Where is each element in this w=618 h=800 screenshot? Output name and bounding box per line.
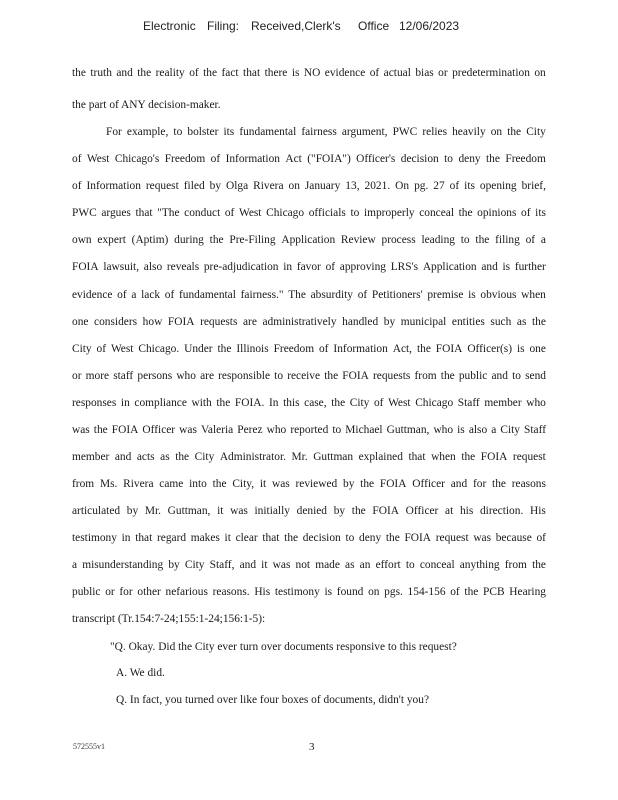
text-line: transcript (Tr.154:7-24;155:1-24;156:1-5): xyxy=(72,613,266,625)
header-received: Received,Clerk's xyxy=(251,19,341,33)
quote-line: "Q. Okay. Did the City ever turn over documents responsive to this request? xyxy=(110,641,457,653)
text-line: FOIA lawsuit, also reveals pre-adjudication in favor of approving LRS's Application and is further xyxy=(72,261,546,273)
text-line: or more staff persons who are responsible to receive the FOIA requests from the public and to send xyxy=(72,370,546,382)
text-line: from Ms. Rivera came into the City, it was reviewed by the FOIA Officer and for the reasons xyxy=(72,478,546,490)
text-line: of West Chicago's Freedom of Information Act ("FOIA") Officer's decision to deny the Freedom xyxy=(72,153,546,165)
text-line: PWC argues that "The conduct of West Chicago officials to improperly conceal the opinions of its xyxy=(72,207,546,219)
text-line: responses in compliance with the FOIA. In this case, the City of West Chicago Staff member who xyxy=(72,397,546,409)
text-line: own expert (Aptim) during the Pre-Filing Application Review process leading to the filing of a xyxy=(72,234,546,246)
header-office: Office xyxy=(358,19,390,33)
header-date: 12/06/2023 xyxy=(399,19,460,33)
text-line: was the FOIA Officer was Valeria Perez who reported to Michael Guttman, who is also a City Staff xyxy=(72,424,546,436)
quote-line: Q. In fact, you turned over like four boxes of documents, didn't you? xyxy=(116,694,430,706)
text-line: member and acts as the City Administrator. Mr. Guttman explained that when the FOIA request xyxy=(72,451,546,463)
header-filing: Filing: xyxy=(207,19,240,33)
text-line: articulated by Mr. Guttman, it was initially denied by the FOIA Officer at his direction. His xyxy=(72,505,546,517)
document-id: 572555v1 xyxy=(73,742,105,751)
text-line: of Information request filed by Olga Rivera on January 13, 2021. On pg. 27 of its opening brief, xyxy=(72,180,546,192)
text-line: a misunderstanding by City Staff, and it was not made as an effort to conceal anything from the xyxy=(72,559,546,571)
header-electronic: Electronic xyxy=(143,19,196,33)
text-line: public or for other nefarious reasons. His testimony is found on pgs. 154-156 of the PCB Hearing xyxy=(72,586,546,598)
page-number: 3 xyxy=(309,741,315,753)
text-line: City of West Chicago. Under the Illinois Freedom of Information Act, the FOIA Officer(s) is one xyxy=(72,343,546,355)
text-line: testimony in that regard makes it clear that the decision to deny the FOIA request was because of xyxy=(72,532,546,544)
text-line: one considers how FOIA requests are administratively handled by municipal entities such as the xyxy=(72,316,546,328)
quote-line: A. We did. xyxy=(116,667,165,679)
text-line: evidence of a lack of fundamental fairness." The absurdity of Petitioners' premise is obvious when xyxy=(72,289,546,301)
text-line: the part of ANY decision-maker. xyxy=(72,99,221,111)
text-line: the truth and the reality of the fact that there is NO evidence of actual bias or predetermination on xyxy=(72,67,546,79)
text-line: For example, to bolster its fundamental fairness argument, PWC relies heavily on the City xyxy=(106,126,546,138)
